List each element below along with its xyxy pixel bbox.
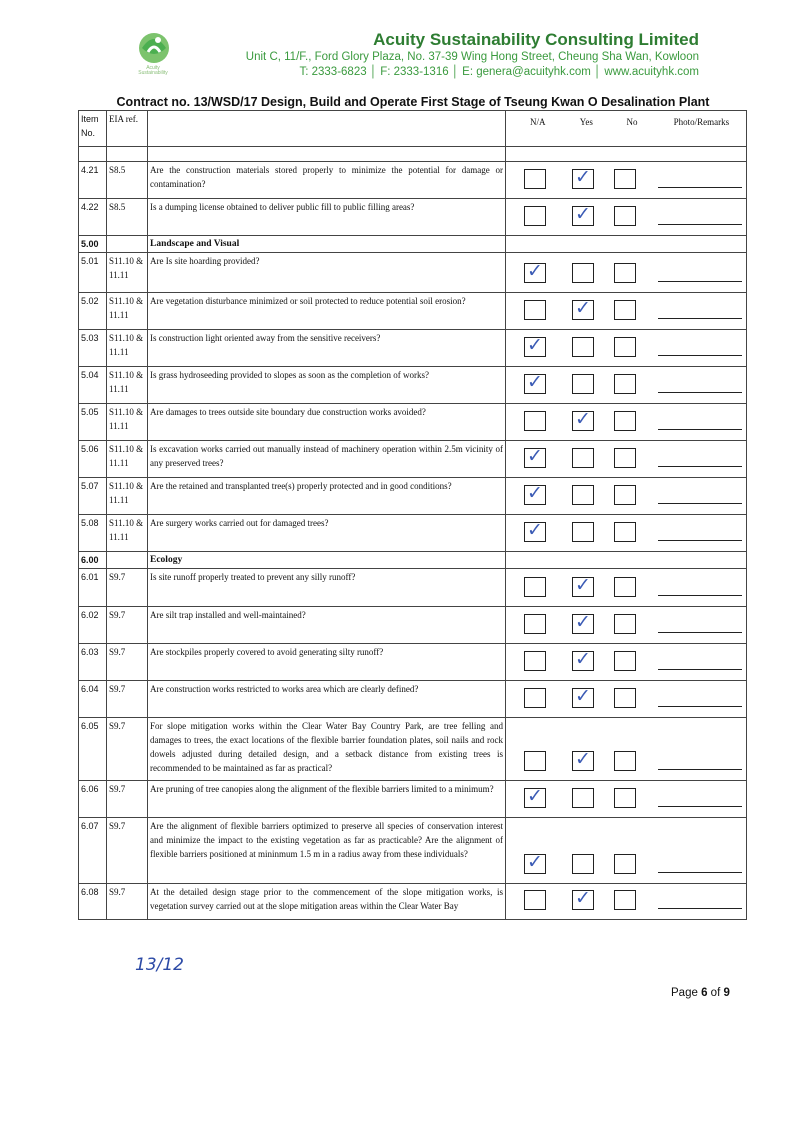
col-na-header: N/A: [530, 117, 546, 127]
remarks-line[interactable]: [658, 281, 742, 282]
no-checkbox[interactable]: [614, 854, 636, 874]
eia-reference: S9.7: [107, 781, 148, 818]
tick-mark-icon: ✓: [527, 482, 543, 504]
no-checkbox[interactable]: [614, 485, 636, 505]
item-number: 6.03: [79, 644, 107, 681]
yes-checkbox[interactable]: [572, 788, 594, 808]
yes-checkbox[interactable]: [572, 374, 594, 394]
tick-mark-icon: ✓: [527, 785, 543, 807]
na-checkbox[interactable]: [524, 688, 546, 708]
yes-checkbox[interactable]: [572, 748, 594, 771]
question-text: Are vegetation disturbance minimized or soil protected to reduce potential soil erosion?: [148, 293, 506, 330]
item-number: 5.02: [79, 293, 107, 330]
no-checkbox[interactable]: [614, 374, 636, 394]
remarks-line[interactable]: [658, 466, 742, 467]
question-text: Are surgery works carried out for damaged trees?: [148, 515, 506, 552]
na-checkbox[interactable]: [524, 851, 546, 874]
no-checkbox[interactable]: [614, 688, 636, 708]
eia-reference: S11.10 & 11.11: [107, 404, 148, 441]
eia-reference: S9.7: [107, 718, 148, 781]
na-checkbox[interactable]: [524, 445, 546, 468]
question-text: Is site runoff properly treated to prevent any silly runoff?: [148, 569, 506, 607]
answer-cell: [506, 367, 747, 404]
no-checkbox[interactable]: [614, 169, 636, 189]
answer-cell: [506, 478, 747, 515]
question-text: Are the alignment of flexible barriers optimized to preserve all species of conservation interest and minimize the impact to the existing vegetation as far as practicable? Are the alignment of flexible barriers positioned at mininmum 1.5 m in a radius away from these individuals?: [148, 818, 506, 884]
eia-reference: [107, 236, 148, 253]
item-number: 6.02: [79, 607, 107, 644]
checklist-row: [79, 478, 747, 515]
answer-cell: [506, 607, 747, 644]
eia-reference: S11.10 & 11.11: [107, 515, 148, 552]
na-checkbox[interactable]: [524, 260, 546, 283]
eia-reference: S9.7: [107, 607, 148, 644]
no-checkbox[interactable]: [614, 577, 636, 597]
no-checkbox[interactable]: [614, 890, 636, 910]
item-number: 4.22: [79, 199, 107, 236]
no-checkbox[interactable]: [614, 206, 636, 226]
yes-checkbox[interactable]: [572, 337, 594, 357]
no-checkbox[interactable]: [614, 522, 636, 542]
contract-title: Contract no. 13/WSD/17 Design, Build and Operate First Stage of Tseung Kwan O Desalination Plant: [116, 95, 710, 109]
no-checkbox[interactable]: [614, 751, 636, 771]
question-text: Are silt trap installed and well-maintained?: [148, 607, 506, 644]
tick-mark-icon: ✓: [527, 519, 543, 541]
tick-mark-icon: ✓: [527, 851, 543, 873]
col-eia-header: EIA ref.: [107, 111, 148, 147]
remarks-line[interactable]: [658, 908, 742, 909]
tick-mark-icon: ✓: [527, 445, 543, 467]
question-text: For slope mitigation works within the Clear Water Bay Country Park, are tree felling and damages to trees, the exact locations of the flexible barrier foundation plates, soil nails and rock dowels adjusted during detailed design, and a setback distance from existing trees is recommended to be maintained as far as practical?: [148, 718, 506, 781]
item-number: 5.07: [79, 478, 107, 515]
section-row: [79, 236, 747, 253]
tick-mark-icon: ✓: [575, 297, 591, 319]
eia-reference: S9.7: [107, 681, 148, 718]
question-text: Are the retained and transplanted tree(s) properly protected and in good conditions?: [148, 478, 506, 515]
company-contact: T: 2333-6823 │ F: 2333-1316 │ E: genera@acuityhk.com │ www.acuityhk.com: [299, 66, 699, 78]
tick-mark-icon: ✓: [527, 371, 543, 393]
tick-mark-icon: ✓: [527, 334, 543, 356]
eia-reference: S9.7: [107, 818, 148, 884]
checklist-row: [79, 199, 747, 236]
remarks-line[interactable]: [658, 632, 742, 633]
item-number: 5.00: [79, 236, 107, 253]
item-number: 5.08: [79, 515, 107, 552]
answer-cell: [506, 569, 747, 607]
checklist-row: [79, 404, 747, 441]
yes-checkbox[interactable]: [572, 648, 594, 671]
remarks-line[interactable]: [658, 503, 742, 504]
col-no-header: No: [626, 117, 638, 127]
na-checkbox[interactable]: [524, 169, 546, 189]
checklist-row: [79, 884, 747, 920]
eia-reference: S11.10 & 11.11: [107, 367, 148, 404]
checklist-row: [79, 441, 747, 478]
question-text: Is a dumping license obtained to deliver public fill to public filling areas?: [148, 199, 506, 236]
remarks-line[interactable]: [658, 669, 742, 670]
eia-reference: S8.5: [107, 162, 148, 199]
col-yes-header: Yes: [579, 117, 593, 127]
remarks-line[interactable]: [658, 355, 742, 356]
checklist-row: [79, 644, 747, 681]
na-checkbox[interactable]: [524, 411, 546, 431]
no-checkbox[interactable]: [614, 337, 636, 357]
yes-checkbox[interactable]: [572, 408, 594, 431]
na-checkbox[interactable]: [524, 651, 546, 671]
na-checkbox[interactable]: [524, 577, 546, 597]
no-checkbox[interactable]: [614, 614, 636, 634]
answer-cell: [506, 644, 747, 681]
eia-reference: S11.10 & 11.11: [107, 478, 148, 515]
item-number: 5.01: [79, 253, 107, 293]
tick-mark-icon: ✓: [575, 611, 591, 633]
eia-reference: S11.10 & 11.11: [107, 253, 148, 293]
item-number: 5.06: [79, 441, 107, 478]
item-number: 6.00: [79, 552, 107, 569]
item-number: 6.06: [79, 781, 107, 818]
checklist-row: [79, 162, 747, 199]
item-number: 6.05: [79, 718, 107, 781]
checklist-row: [79, 781, 747, 818]
tick-mark-icon: ✓: [575, 748, 591, 770]
answer-cell: [506, 552, 747, 569]
answer-cell: [506, 404, 747, 441]
remarks-line[interactable]: [658, 318, 742, 319]
question-text: Are pruning of tree canopies along the alignment of the flexible barriers limited to a minimum?: [148, 781, 506, 818]
question-text: Is construction light oriented away from the sensitive receivers?: [148, 330, 506, 367]
tick-mark-icon: ✓: [575, 408, 591, 430]
remarks-line[interactable]: [658, 806, 742, 807]
checklist-row: [79, 607, 747, 644]
na-checkbox[interactable]: [524, 890, 546, 910]
eia-reference: S8.5: [107, 199, 148, 236]
item-number: 6.08: [79, 884, 107, 920]
answer-cell: [506, 884, 747, 920]
answer-cell: [506, 293, 747, 330]
question-text: Are construction works restricted to works area which are clearly defined?: [148, 681, 506, 718]
na-checkbox[interactable]: [524, 371, 546, 394]
item-number: 5.05: [79, 404, 107, 441]
eia-reference: S11.10 & 11.11: [107, 441, 148, 478]
question-text: Are damages to trees outside site boundary due construction works avoided?: [148, 404, 506, 441]
answer-cell: [506, 515, 747, 552]
no-checkbox[interactable]: [614, 263, 636, 283]
answer-cell: [506, 781, 747, 818]
item-number: 6.04: [79, 681, 107, 718]
checklist-row: [79, 515, 747, 552]
remarks-line[interactable]: [658, 769, 742, 770]
no-checkbox[interactable]: [614, 788, 636, 808]
no-checkbox[interactable]: [614, 448, 636, 468]
checklist-row: [79, 293, 747, 330]
answer-cell: [506, 718, 747, 781]
remarks-line[interactable]: [658, 595, 742, 596]
yes-checkbox[interactable]: [572, 611, 594, 634]
item-number: 4.21: [79, 162, 107, 199]
col-remarks-header: Photo/Remarks: [673, 117, 730, 127]
yes-checkbox[interactable]: [572, 574, 594, 597]
tick-mark-icon: ✓: [575, 574, 591, 596]
na-checkbox[interactable]: [524, 614, 546, 634]
answer-cell: [506, 441, 747, 478]
na-checkbox[interactable]: [524, 482, 546, 505]
eia-reference: S11.10 & 11.11: [107, 330, 148, 367]
yes-checkbox[interactable]: [572, 297, 594, 320]
question-text: Is grass hydroseeding provided to slopes as soon as the completion of works?: [148, 367, 506, 404]
yes-checkbox[interactable]: [572, 166, 594, 189]
item-number: 5.04: [79, 367, 107, 404]
tick-mark-icon: ✓: [575, 648, 591, 670]
checklist-row: [79, 367, 747, 404]
item-number: 6.07: [79, 818, 107, 884]
eia-reference: S9.7: [107, 569, 148, 607]
question-text: Are the construction materials stored properly to minimize the potential for damage or contamination?: [148, 162, 506, 199]
na-checkbox[interactable]: [524, 334, 546, 357]
col-item-header: Item No.: [79, 111, 107, 147]
eia-reference: S9.7: [107, 644, 148, 681]
checklist-row: [79, 569, 747, 607]
remarks-line[interactable]: [658, 224, 742, 225]
table-header-row: [79, 111, 747, 147]
yes-checkbox[interactable]: [572, 448, 594, 468]
yes-checkbox[interactable]: [572, 854, 594, 874]
tick-mark-icon: ✓: [575, 166, 591, 188]
checklist-row: [79, 253, 747, 293]
checklist-row: [79, 718, 747, 781]
na-checkbox[interactable]: [524, 519, 546, 542]
item-number: 6.01: [79, 569, 107, 607]
na-checkbox[interactable]: [524, 206, 546, 226]
answer-cell: [506, 236, 747, 253]
eia-reference: S9.7: [107, 884, 148, 920]
company-address: Unit C, 11/F., Ford Glory Plaza, No. 37-39 Wing Hong Street, Cheung Sha Wan, Kowloon: [245, 51, 699, 63]
item-number: 5.03: [79, 330, 107, 367]
yes-checkbox[interactable]: [572, 203, 594, 226]
checklist-row: [79, 330, 747, 367]
question-text: At the detailed design stage prior to the commencement of the slope mitigation works, is vegetation survey carried out at the slope mitigation areas within the Clear Water Bay: [148, 884, 506, 920]
answer-cell: [506, 162, 747, 199]
col-checkbox-header: [506, 111, 747, 147]
eia-reference: S11.10 & 11.11: [107, 293, 148, 330]
tick-mark-icon: ✓: [575, 203, 591, 225]
spacer-row: [79, 147, 747, 162]
page-number: Page 6 of 9: [671, 987, 730, 999]
checklist-row: [79, 681, 747, 718]
yes-checkbox[interactable]: [572, 685, 594, 708]
question-text: Is excavation works carried out manually instead of machinery operation within 2.5m vicinity of any preserved trees?: [148, 441, 506, 478]
checklist-row: [79, 818, 747, 884]
yes-checkbox[interactable]: [572, 263, 594, 283]
question-text: Are Is site hoarding provided?: [148, 253, 506, 293]
logo-text: Acuity Sustainability: [138, 65, 168, 76]
na-checkbox[interactable]: [524, 785, 546, 808]
section-row: [79, 552, 747, 569]
remarks-line[interactable]: [658, 872, 742, 873]
tick-mark-icon: ✓: [575, 685, 591, 707]
section-title: Landscape and Visual: [148, 236, 506, 253]
col-question-header: [148, 111, 506, 147]
na-checkbox[interactable]: [524, 751, 546, 771]
no-checkbox[interactable]: [614, 411, 636, 431]
answer-cell: [506, 199, 747, 236]
yes-checkbox[interactable]: [572, 887, 594, 910]
no-checkbox[interactable]: [614, 651, 636, 671]
answer-cell: [506, 681, 747, 718]
yes-checkbox[interactable]: [572, 522, 594, 542]
remarks-line[interactable]: [658, 392, 742, 393]
checklist-table: [78, 110, 747, 920]
eia-reference: [107, 552, 148, 569]
company-name: Acuity Sustainability Consulting Limited: [373, 30, 699, 49]
remarks-line[interactable]: [658, 540, 742, 541]
remarks-line[interactable]: [658, 706, 742, 707]
tick-mark-icon: ✓: [575, 887, 591, 909]
na-checkbox[interactable]: [524, 300, 546, 320]
remarks-line[interactable]: [658, 187, 742, 188]
no-checkbox[interactable]: [614, 300, 636, 320]
yes-checkbox[interactable]: [572, 485, 594, 505]
answer-cell: [506, 253, 747, 293]
section-title: Ecology: [148, 552, 506, 569]
answer-cell: [506, 330, 747, 367]
handwritten-date: 13/12: [135, 955, 184, 975]
remarks-line[interactable]: [658, 429, 742, 430]
letterhead: [0, 0, 794, 92]
question-text: Are stockpiles properly covered to avoid generating silty runoff?: [148, 644, 506, 681]
answer-cell: [506, 818, 747, 884]
tick-mark-icon: ✓: [527, 260, 543, 282]
